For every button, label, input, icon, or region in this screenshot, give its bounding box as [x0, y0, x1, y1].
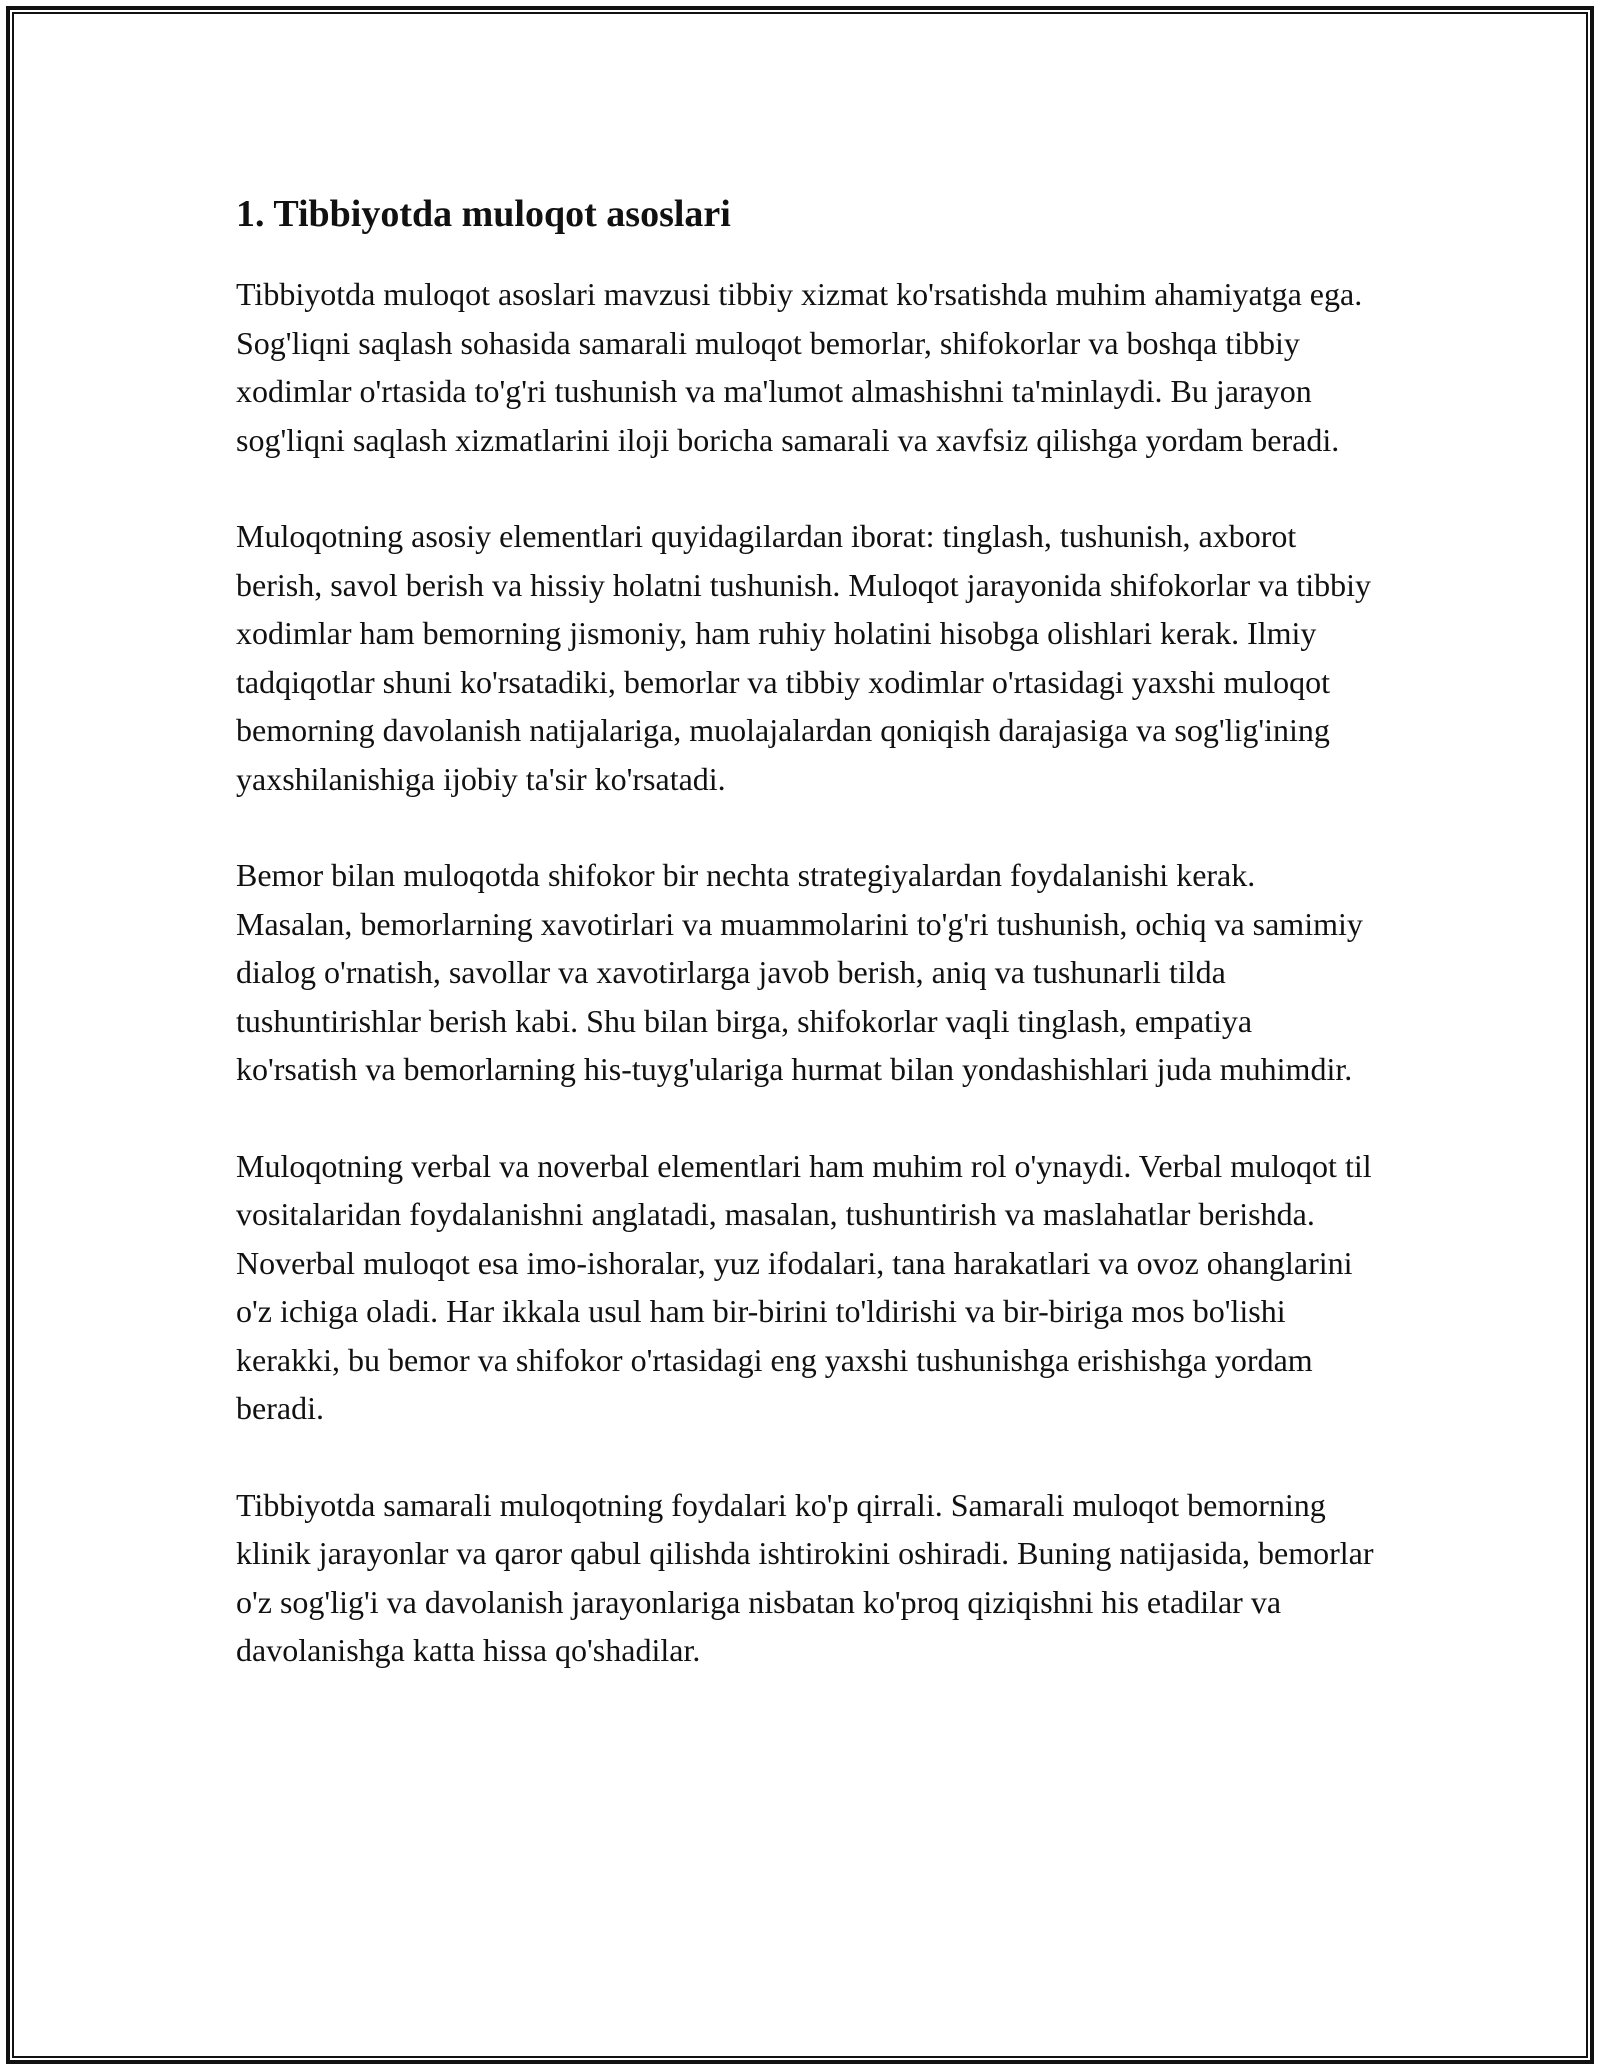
paragraph-verbal-nonverbal: Muloqotning verbal va noverbal elementlari ham muhim rol o'ynaydi. Verbal muloqot til vositalaridan foydalanishni anglatadi, masalan, tushuntirish va maslahatlar berishda. Noverbal muloqot esa imo-ishoralar, yuz ifodalari, tana harakatlari va ovoz ohanglarini o'z ichiga oladi. Har ikkala usul ham bir-birini to'ldirishi va bir-biriga mos bo'lishi kerakki, bu bemor va shifokor o'rtasidagi eng yaxshi tushunishga erishishga yordam beradi. — [236, 1147, 1372, 1426]
paragraph-communication-importance: Tibbiyotda muloqot asoslari mavzusi tibbiy xizmat ko'rsatishda muhim ahamiyatga ega. Sog'liqni saqlash sohasida samarali muloqot bemorlar, shifokorlar va boshqa tibbiy xodimlar o'rtasida to'g'ri tushunish va ma'lumot almashishni ta'minlaydi. Bu jarayon sog'liqni saqlash xizmatlarini iloji boricha samarali va xavfsiz qilishga yordam beradi. — [236, 276, 1363, 458]
paragraph-communication-benefits: Tibbiyotda samarali muloqotning foydalari ko'p qirrali. Samarali muloqot bemorning klinik jarayonlar va qaror qabul qilishda ishtirokini oshiradi. Buning natijasida, bemorlar o'z sog'lig'i va davolanish jarayonlariga nisbatan ko'proq qiziqishni his etadilar va davolanishga katta hissa qo'shadilar. — [236, 1486, 1374, 1668]
section-title: 1. Tibbiyotda muloqot asoslari — [236, 193, 731, 235]
paragraph-doctor-strategies: Bemor bilan muloqotda shifokor bir nechta strategiyalardan foydalanishi kerak. Masalan, bemorlarning xavotirlari va muammolarini to'g'ri tushunish, ochiq va samimiy dialog o'rnatish, savollar va xavotirlarga javob berish, aniq va tushunarli tilda tushuntirishlar berish kabi. Shu bilan birga, shifokorlar vaqli tinglash, empatiya ko'rsatish va bemorlarning his-tuyg'ulariga hurmat bilan yondashishlari juda muhimdir. — [236, 857, 1363, 1087]
document-body — [236, 186, 1376, 1675]
paragraph-communication-elements: Muloqotning asosiy elementlari quyidagilardan iborat: tinglash, tushunish, axborot berish, savol berish va hissiy holatni tushunish. Muloqot jarayonida shifokorlar va tibbiy xodimlar ham bemorning jismoniy, ham ruhiy holatini hisobga olishlari kerak. Ilmiy tadqiqotlar shuni ko'rsatadiki, bemorlar va tibbiy xodimlar o'rtasidagi yaxshi muloqot bemorning davolanish natijalariga, muolajalardan qoniqish darajasiga va sog'lig'ining yaxshilanishiga ijobiy ta'sir ko'rsatadi. — [236, 518, 1371, 797]
